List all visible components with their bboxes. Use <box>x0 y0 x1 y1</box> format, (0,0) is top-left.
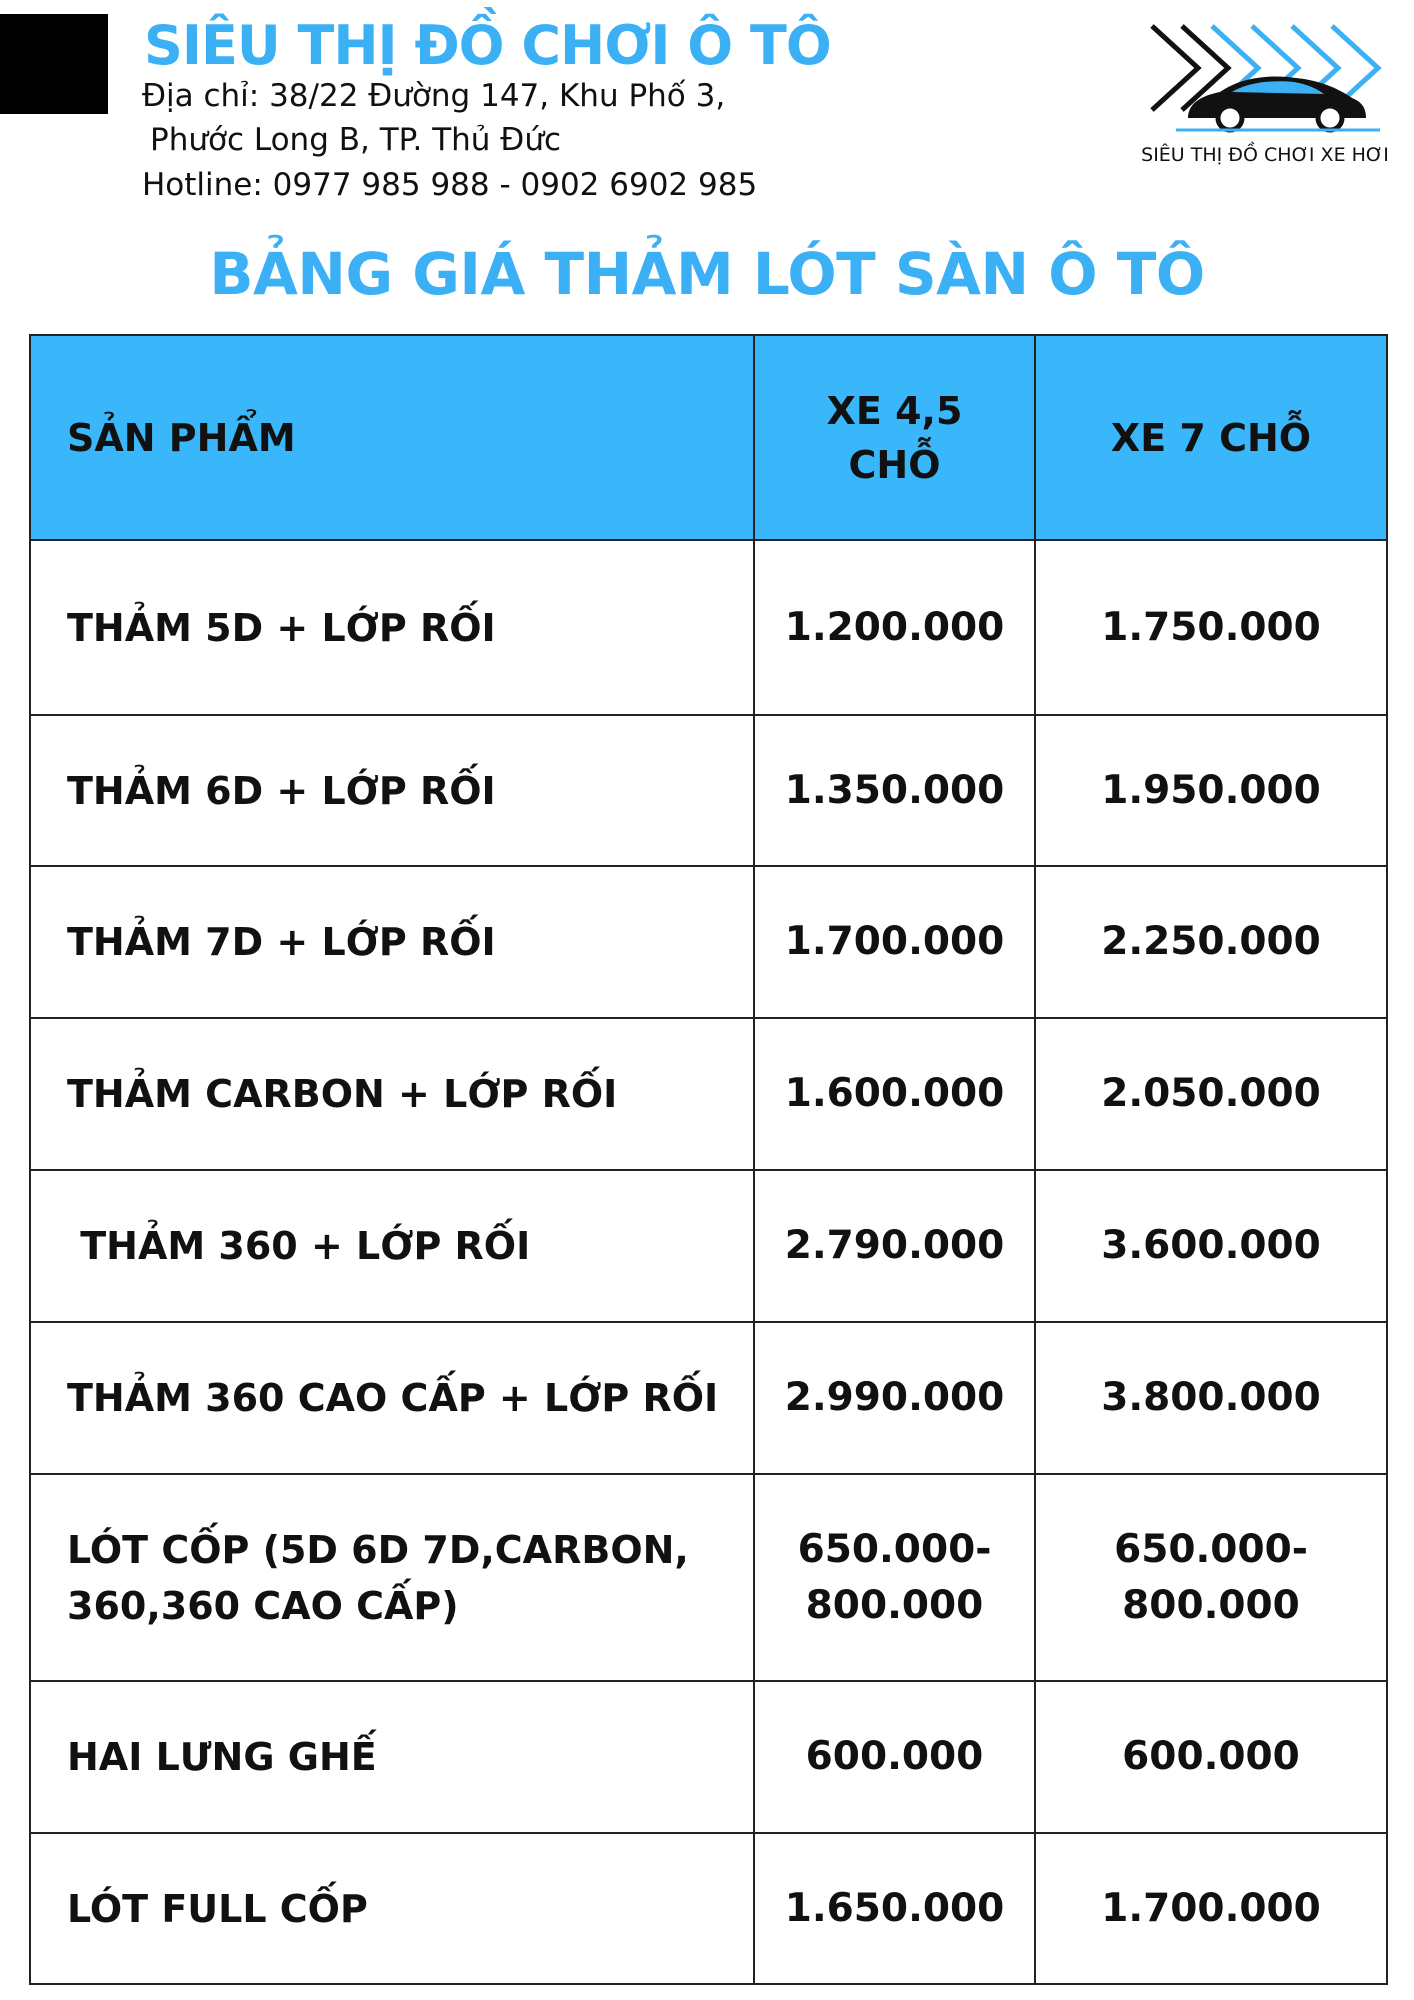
price-7-seat: 1.950.000 <box>1035 715 1387 866</box>
price-7-seat: 3.800.000 <box>1035 1322 1387 1474</box>
price-4-5-seat: 1.350.000 <box>754 715 1035 866</box>
price-4-5-seat: 1.650.000 <box>754 1833 1035 1984</box>
price-4-5-seat: 1.200.000 <box>754 540 1035 715</box>
table-row <box>30 715 1387 866</box>
price-7-seat: 1.750.000 <box>1035 540 1387 715</box>
price-7-seat: 2.250.000 <box>1035 866 1387 1018</box>
price-7-seat: 650.000- 800.000 <box>1035 1474 1387 1681</box>
column-header-product: SẢN PHẨM <box>30 335 754 540</box>
product-name: THẢM 6D + LỚP RỐI <box>30 715 754 866</box>
hotline: Hotline: 0977 985 988 - 0902 6902 985 <box>142 167 758 203</box>
price-4-5-seat: 600.000 <box>754 1681 1035 1833</box>
price-4-5-seat: 2.990.000 <box>754 1322 1035 1474</box>
price-7-seat: 3.600.000 <box>1035 1170 1387 1322</box>
price-4-5-seat: 1.600.000 <box>754 1018 1035 1170</box>
price-table <box>29 334 1388 1985</box>
product-name: HAI LƯNG GHẾ <box>30 1681 754 1833</box>
price-4-5-seat: 2.790.000 <box>754 1170 1035 1322</box>
address-line-1: Địa chỉ: 38/22 Đường 147, Khu Phố 3, <box>142 78 726 114</box>
table-header-row <box>30 335 1387 540</box>
product-name: THẢM 5D + LỚP RỐI <box>30 540 754 715</box>
table-row <box>30 1322 1387 1474</box>
product-name: THẢM 360 CAO CẤP + LỚP RỐI <box>30 1322 754 1474</box>
black-square <box>0 14 108 114</box>
table-row <box>30 866 1387 1018</box>
page-title: BẢNG GIÁ THẢM LÓT SÀN Ô TÔ <box>209 240 1205 308</box>
table-row <box>30 540 1387 715</box>
product-name: LÓT FULL CỐP <box>30 1833 754 1984</box>
address-line-2: Phước Long B, TP. Thủ Đức <box>150 122 562 158</box>
table-row <box>30 1018 1387 1170</box>
price-4-5-seat: 650.000- 800.000 <box>754 1474 1035 1681</box>
logo-caption: SIÊU THỊ ĐỒ CHƠI XE HƠI <box>1141 144 1389 166</box>
price-4-5-seat: 1.700.000 <box>754 866 1035 1018</box>
price-7-seat: 2.050.000 <box>1035 1018 1387 1170</box>
table-row <box>30 1170 1387 1322</box>
table-row <box>30 1474 1387 1681</box>
product-name: LÓT CỐP (5D 6D 7D,CARBON, 360,360 CAO CẤP) <box>30 1474 754 1681</box>
column-header-7-seat: XE 7 CHỖ <box>1035 335 1387 540</box>
store-name: SIÊU THỊ ĐỒ CHƠI Ô TÔ <box>144 14 831 77</box>
product-name: THẢM 360 + LỚP RỐI <box>30 1170 754 1322</box>
brand-logo <box>1130 20 1400 170</box>
car-with-chevrons-icon <box>1148 20 1388 140</box>
price-7-seat: 1.700.000 <box>1035 1833 1387 1984</box>
price-7-seat: 600.000 <box>1035 1681 1387 1833</box>
table-row <box>30 1833 1387 1984</box>
table-row <box>30 1681 1387 1833</box>
product-name: THẢM 7D + LỚP RỐI <box>30 866 754 1018</box>
product-name: THẢM CARBON + LỚP RỐI <box>30 1018 754 1170</box>
column-header-4-5-seat: XE 4,5 CHỖ <box>754 335 1035 540</box>
